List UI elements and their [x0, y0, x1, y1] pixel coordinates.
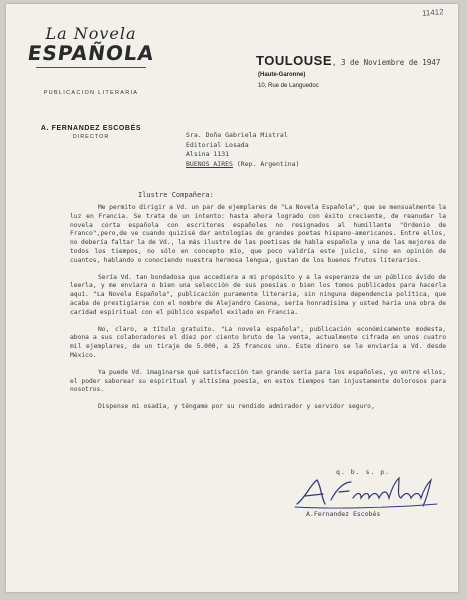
handwritten-signature	[291, 474, 441, 510]
paragraph: Me permito dirigir a Vd. un par de ejemplares de "La Novela Española", que se mensualmente la luz en Francia. Se trata de un intento: hasta ahora logrado con éxito creciente, de reanudar la novela corta española con escritores españoles no resignados al humillante "Ordenio de Franco",pero,de ve cuando quizisé dar antologías de grandes poetas hispano-americanos. Entre ellos, no debería faltar la de Vd., la más ilustre de las poetisas de habla española y una de las mejores de todos los tiempos, no sólo en concepto mío, que poco valdría este juicio, sino en opinión de cuantos, hablando o conociendo nuestra hermosa lengua, gustan de los buenos frutos literarios.	[70, 204, 446, 264]
recipient-block	[186, 131, 300, 169]
closing-line: Dispense mi osadía, y téngame por su rendido admirador y servidor seguro,	[98, 403, 375, 411]
logo-divider	[36, 67, 146, 68]
paragraph: Ya puede Vd. imaginarse qué satisfacción tan grande sería para los españoles, yo entre ellos, el poder saborear su espiritual y altísima poesía, en estos tiempos tan injustamente dolorosos para nosotros.	[70, 368, 446, 394]
logo-subtitle: PUBLICACION LITERARIA	[43, 90, 139, 96]
letterhead	[256, 52, 440, 89]
recipient-city: BUENOS AIRES	[186, 159, 233, 168]
closing-abbreviation: q. b. s. p.	[336, 468, 391, 476]
author-name: A. FERNANDEZ ESCOBÉS	[40, 125, 142, 132]
city: TOULOUSE	[256, 53, 332, 68]
signer-name: A.Fernandez Escobés	[306, 510, 381, 518]
recipient-name: Sra. Doña Gabriela Mistral	[186, 131, 288, 139]
paragraph: No, claro, a título gratuito. "La novela española", publicación económicamente modesta, abona a sus colaboradores el diez por ciento bruto de la venta, actualmente cifrada en unos cuatro mil ejemplares, de un tiraje de 5.000, a 25 francos uno. Este dinero se le enviaría a Vd. desde México.	[70, 325, 446, 359]
author-block	[26, 125, 156, 140]
logo-main-line: ESPAÑOLA	[26, 41, 156, 65]
letter-page	[6, 4, 458, 592]
recipient-street: Alsina 1131	[186, 150, 230, 159]
reference-number: 11412	[422, 7, 445, 18]
paragraph: Sería Vd. tan bondadosa que accediera a mi propósito y a la esperanza de un público ávido de leerla, y me enviara o bien una selección de sus poesías o bien los tomos publicados para hacerla aquí. "La Novela Española", publicación puramente literaria, sin ninguna dependencia política, que acaba de prestigiarse con el nombre de Alejandro Casona, sería honradísima y usted haría una obra de caridad espiritual con el público español exilado en Francia.	[70, 273, 446, 316]
recipient-publisher: Editorial Losada	[186, 140, 249, 149]
sender-address: 10, Rue de Languedoc	[258, 83, 319, 89]
logo-script-line: La Novela	[45, 24, 137, 43]
magazine-logo	[26, 26, 156, 96]
salutation: Ilustre Compañera:	[138, 191, 214, 199]
city-date-line	[256, 52, 440, 70]
region: (Haute-Garonne)	[258, 72, 306, 78]
author-role: DIRECTOR	[72, 134, 110, 140]
recipient-country: (Rep. Argentina)	[232, 159, 300, 168]
recipient-city-line	[186, 160, 300, 170]
letter-body	[70, 204, 446, 412]
letter-date: , 3 de Noviembre de 1947	[332, 58, 441, 67]
